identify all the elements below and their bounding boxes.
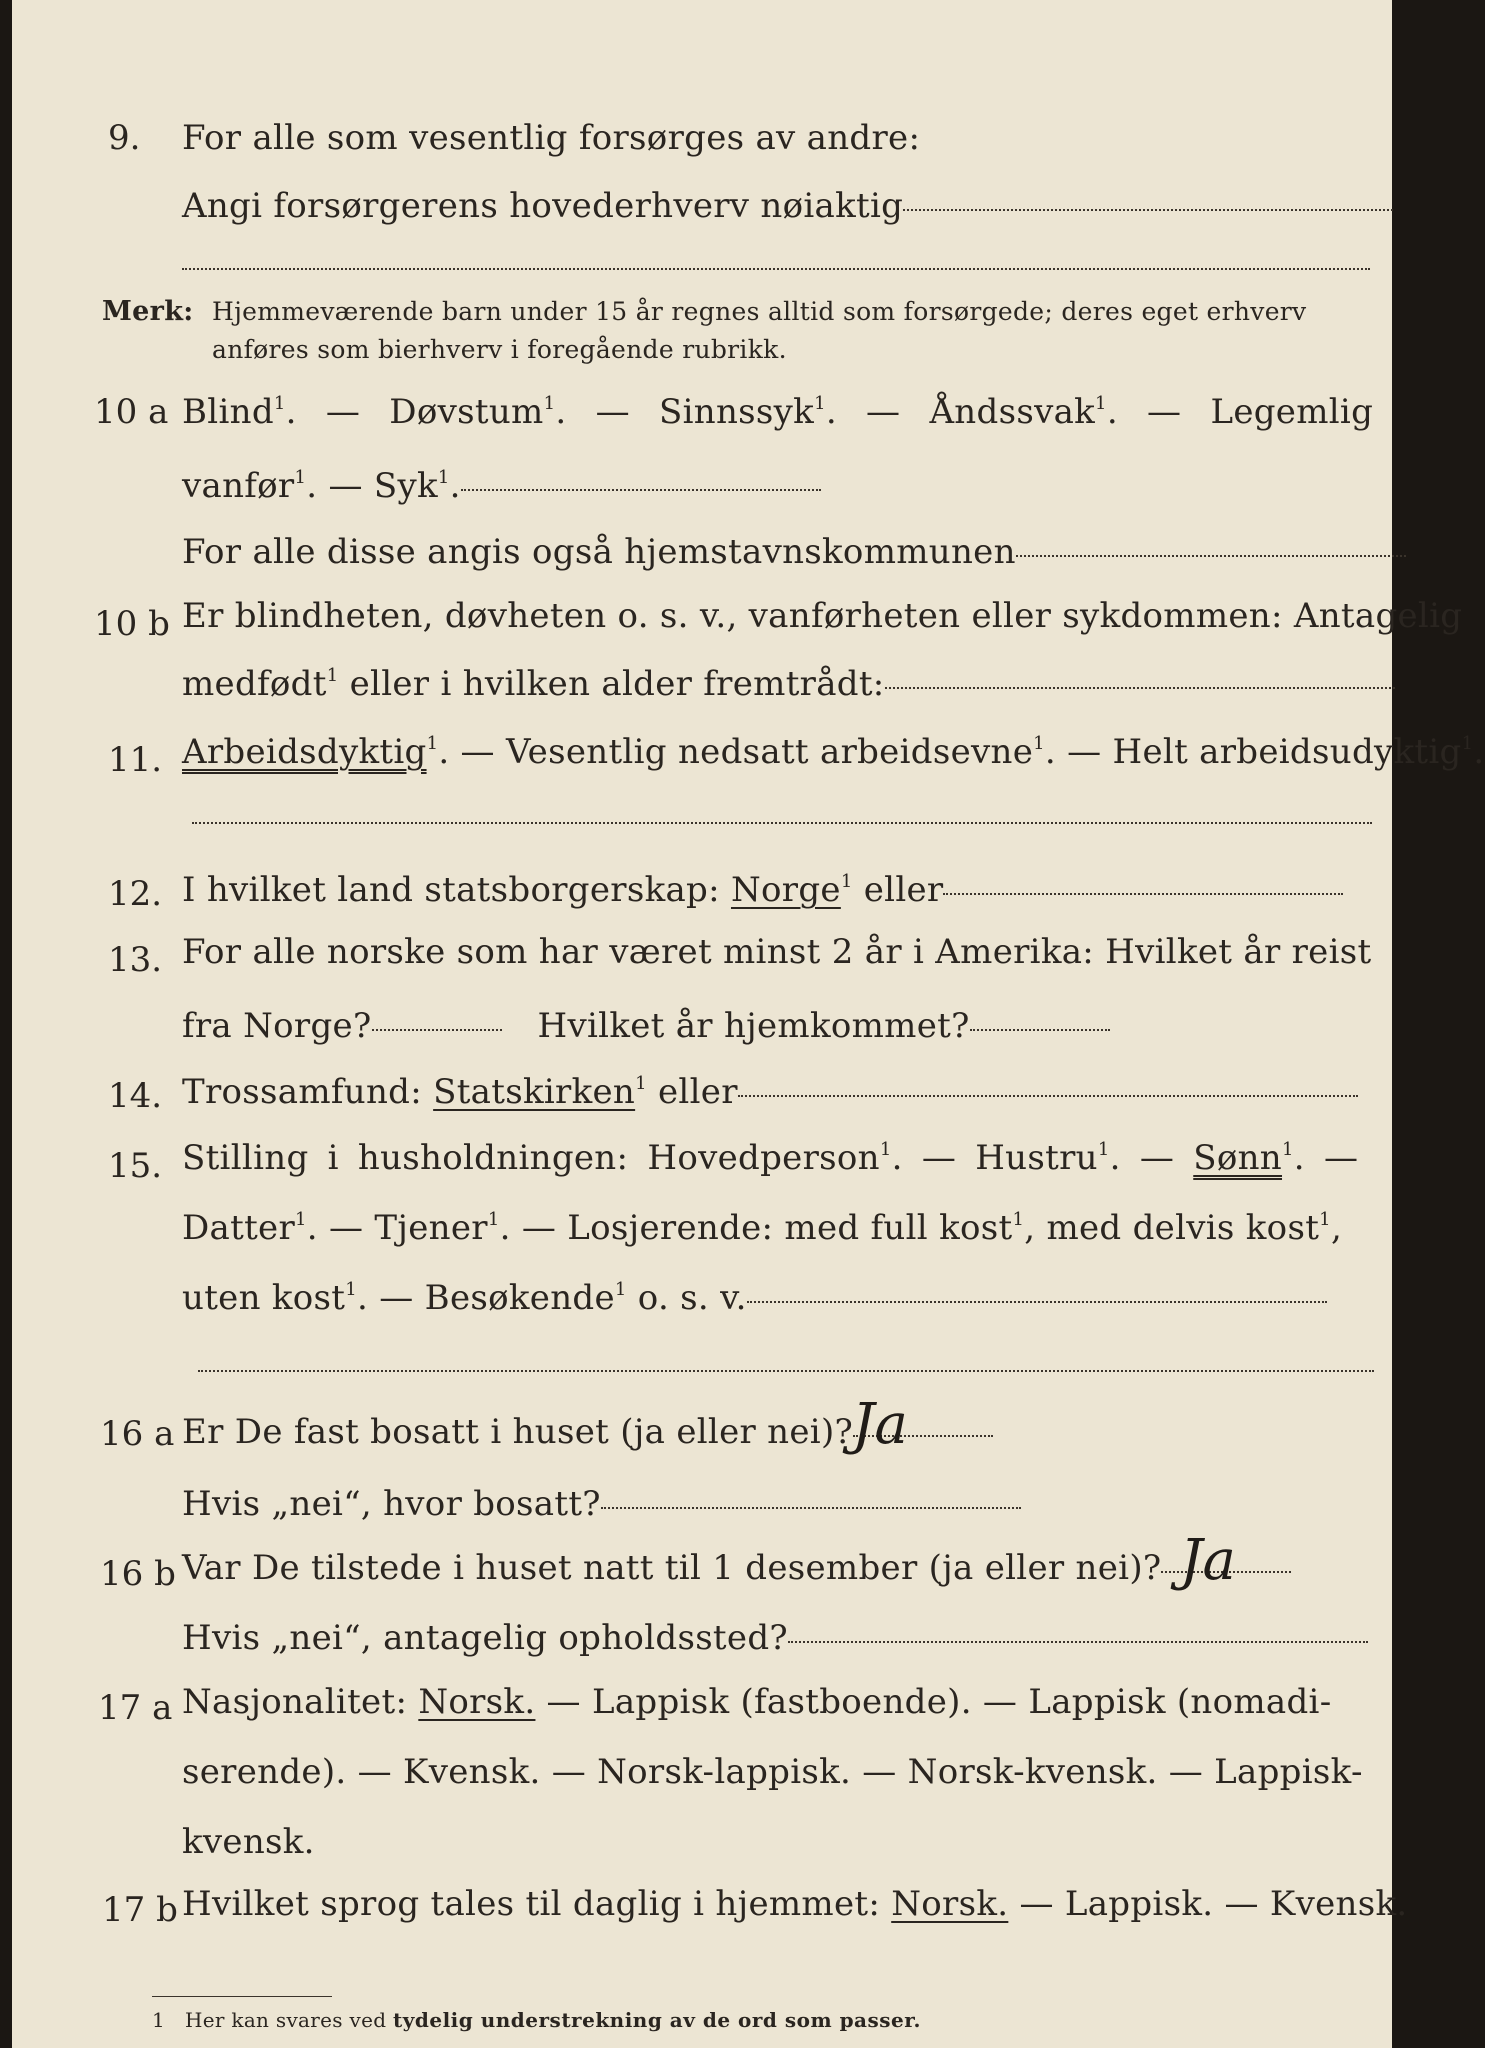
item-10b-line-1: Er blindheten, døvheten o. s. v., vanførheten eller sykdommen: Antagelig — [182, 596, 1463, 636]
item-15-line-3: uten kost$^1$. — Besøkende$^1$ o. s. v. — [182, 1278, 1327, 1318]
answer-sonn-underlined: Sønn — [1193, 1138, 1283, 1178]
answer-norsk-17b-underlined: Norsk. — [891, 1884, 1009, 1924]
item-16b-number: 16 b — [100, 1554, 176, 1594]
footnote-text: 1 Her kan svares ved tydelig understrekning av de ord som passer. — [152, 2008, 921, 2032]
item-15-line-2: Datter$^1$. — Tjener$^1$. — Losjerende: med full kost$^1$, med delvis kost$^1$, — [182, 1208, 1343, 1248]
item-14-line: Trossamfund: Statskirken$^1$ eller — [182, 1072, 1358, 1112]
item-16a-number: 16 a — [100, 1414, 175, 1454]
item-17a-number: 17 a — [98, 1688, 173, 1728]
item-15-line-1: Stilling i husholdningen: Hovedperson$^1$. — Hustru$^1$. — Sønn$^1$. — — [182, 1138, 1359, 1178]
item-17a-line-2: serende). — Kvensk. — Norsk-lappisk. — Norsk-kvensk. — Lappisk- — [182, 1752, 1363, 1792]
item-10a-line-2: vanfør$^1$. — Syk$^1$. — [182, 466, 821, 506]
item-16a-line-2: Hvis „nei“, hvor bosatt? — [182, 1484, 1021, 1524]
answer-statskirken-underlined: Statskirken — [433, 1072, 636, 1112]
answer-line-15[interactable] — [198, 1370, 1374, 1372]
item-17a-line-1: Nasjonalitet: Norsk. — Lappisk (fastboende). — Lappisk (nomadi- — [182, 1682, 1332, 1722]
answer-field-16a-bosatt[interactable] — [601, 1506, 1021, 1509]
item-10a-number: 10 a — [94, 392, 169, 432]
footnote-divider — [152, 1996, 332, 1997]
item-10a-line-1: Blind$^1$. — Døvstum$^1$. — Sinnssyk$^1$. — Åndssvak$^1$. — Legemlig — [182, 392, 1374, 432]
answer-arbeidsdyktig-underlined: Arbeidsdyktig — [182, 732, 427, 772]
item-10b-line-2: medfødt$^1$ eller i hvilken alder fremtrådt: — [182, 664, 1395, 704]
handwritten-answer-16a: Ja — [852, 1392, 908, 1457]
answer-field-10a-kommune[interactable] — [1016, 554, 1406, 557]
item-16b-line-1: Var De tilstede i huset natt til 1 desember (ja eller nei)? — [182, 1548, 1291, 1588]
answer-field-10a[interactable] — [461, 488, 821, 491]
item-11-number: 11. — [108, 740, 163, 780]
answer-field-13-hjemkommet[interactable] — [970, 1028, 1110, 1031]
answer-field-10b[interactable] — [885, 686, 1395, 689]
answer-norsk-underlined: Norsk. — [418, 1682, 536, 1722]
item-15-number: 15. — [108, 1146, 163, 1186]
census-form-page — [12, 0, 1485, 2048]
answer-line-9[interactable] — [182, 268, 1370, 270]
item-9-question: For alle som vesentlig forsørges av andre: — [182, 118, 921, 158]
handwritten-answer-16b: Ja — [1180, 1528, 1236, 1593]
item-13-number: 13. — [108, 940, 163, 980]
item-11-line: Arbeidsdyktig$^1$. — Vesentlig nedsatt arbeidsevne$^1$. — Helt arbeidsudyktig$^1$. — [182, 732, 1485, 772]
item-13-line-1: For alle norske som har været minst 2 år i Amerika: Hvilket år reist — [182, 932, 1372, 972]
item-12-number: 12. — [108, 874, 163, 914]
answer-norge-underlined: Norge — [730, 870, 841, 910]
answer-field-15[interactable] — [747, 1300, 1327, 1303]
answer-field-14[interactable] — [738, 1094, 1358, 1097]
item-16b-line-2: Hvis „nei“, antagelig opholdssted? — [182, 1618, 1368, 1658]
item-13-line-2: fra Norge? Hvilket år hjemkommet? — [182, 1006, 1110, 1046]
item-16a-line-1: Er De fast bosatt i huset (ja eller nei)? — [182, 1412, 993, 1452]
item-10b-number: 10 b — [94, 604, 170, 644]
item-10a-line-3: For alle disse angis også hjemstavnskommunen — [182, 532, 1406, 572]
merk-label: Merk: — [102, 296, 194, 327]
merk-text-line-2: anføres som bierhverv i foregående rubrikk. — [212, 335, 787, 364]
item-12-line: I hvilket land statsborgerskap: Norge$^1$ eller — [182, 870, 1343, 910]
answer-line-11[interactable] — [192, 822, 1372, 824]
answer-field-9[interactable] — [903, 208, 1393, 211]
answer-field-12[interactable] — [943, 892, 1343, 895]
answer-field-13-reist[interactable] — [372, 1028, 502, 1031]
merk-text-line-1: Hjemmeværende barn under 15 år regnes alltid som forsørgede; deres eget erhverv — [212, 297, 1307, 326]
item-9-subquestion: Angi forsørgerens hovederhverv nøiaktig — [182, 186, 1393, 226]
item-17b-number: 17 b — [102, 1890, 178, 1930]
item-14-number: 14. — [108, 1076, 163, 1116]
answer-field-16b-opphold[interactable] — [788, 1640, 1368, 1643]
item-17b-line: Hvilket sprog tales til daglig i hjemmet: Norsk. — Lappisk. — Kvensk. — [182, 1884, 1408, 1924]
item-9-number: 9. — [108, 118, 141, 158]
item-17a-line-3: kvensk. — [182, 1822, 315, 1862]
